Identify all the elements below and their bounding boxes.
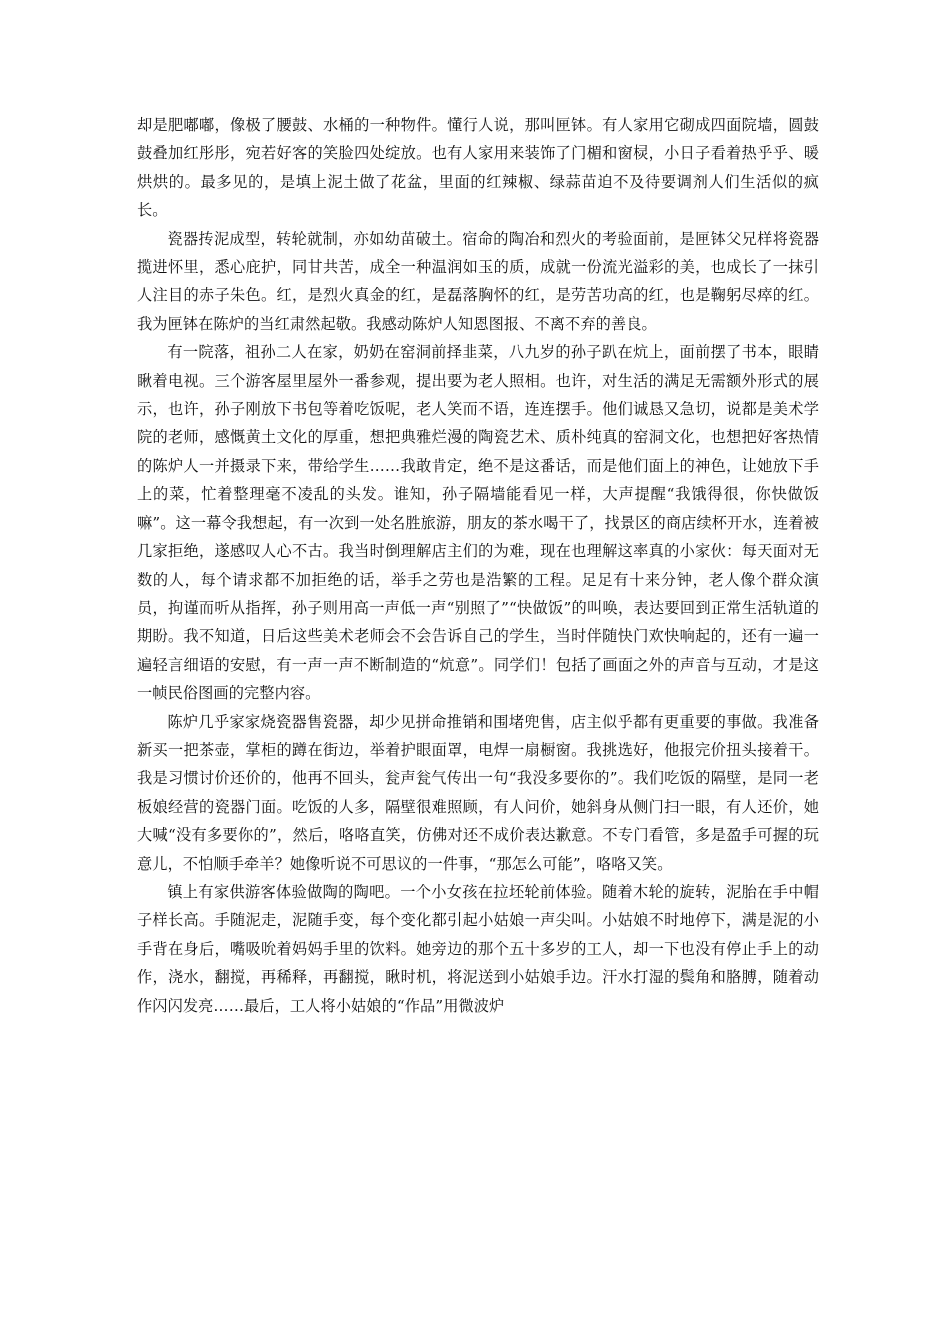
- paragraph-3: 有一院落，祖孙二人在家，奶奶在窑洞前择韭菜，八九岁的孙子趴在炕上，面前摆了书本，眼睛瞅着电视。三个游客屋里屋外一番参观，提出要为老人照相。也许，对生活的满足无需额外形式的展示，也许，孙子刚放下书包等着吃饭呢，老人笑而不语，连连摆手。他们诚恳又急切，说都是美术学院的老师，感慨黄土文化的厚重，想把典雅烂漫的陶瓷艺术、质朴纯真的窑洞文化，也想把好客热情的陈炉人一并摄录下来，带给学生……我敢肯定，绝不是这番话，而是他们面上的神色，让她放下手上的菜，忙着整理毫不凌乱的头发。谁知，孙子隔墙能看见一样，大声提醒“我饿得很，你快做饭嘛”。这一幕令我想起，有一次到一处名胜旅游，朋友的茶水喝干了，找景区的商店续杯开水，连着被几家拒绝，遂感叹人心不古。我当时倒理解店主们的为难，现在也理解这率真的小家伙：每天面对无数的人，每个请求都不加拒绝的话，举手之劳也是浩繁的工程。足足有十来分钟，老人像个群众演员，拘谨而听从指挥，孙子则用高一声低一声“别照了”“快做饭”的叫唤，表达要回到正常生活轨道的期盼。我不知道，日后这些美术老师会不会告诉自己的学生，当时伴随快门欢快响起的，还有一遍一遍轻言细语的安慰，有一声一声不断制造的“炕意”。同学们！包括了画面之外的声音与互动，才是这一帧民俗图画的完整内容。: [137, 343, 819, 703]
- document-page: [137, 111, 819, 1020]
- paragraph-2: 瓷器抟泥成型，转轮就制，亦如幼苗破土。宿命的陶冶和烈火的考验面前，是匣钵父兄样将瓷器揽进怀里，悉心庇护，同甘共苦，成全一种温润如玉的质，成就一份流光溢彩的美，也成长了一抹引人注目的赤子朱色。红，是烈火真金的红，是磊落胸怀的红，是劳苦功高的红，也是鞠躬尽瘁的红。我为匣钵在陈炉的当红肃然起敬。我感动陈炉人知恩图报、不离不弃的善良。: [137, 229, 819, 333]
- paragraph-4: 陈炉几乎家家烧瓷器售瓷器，却少见拼命推销和围堵兜售，店主似乎都有更重要的事做。我准备新买一把茶壶，掌柜的蹲在街边，举着护眼面罩，电焊一扇橱窗。我挑选好，他报完价扭头接着干。我是习惯讨价还价的，他再不回头，瓮声瓮气传出一句“我没多要你的”。我们吃饭的隔壁，是同一老板娘经营的瓷器门面。吃饭的人多，隔壁很难照顾，有人问价，她斜身从侧门扫一眼，有人还价，她大喊“没有多要你的”，然后，咯咯直笑，仿佛对还不成价表达歉意。不专门看管，多是盈手可握的玩意儿，不怕顺手牵羊？她像听说不可思议的一件事，“那怎么可能”，咯咯又笑。: [137, 712, 819, 873]
- paragraph-5: 镇上有家供游客体验做陶的陶吧。一个小女孩在拉坯轮前体验。随着木轮的旋转，泥胎在手中帽子样长高。手随泥走，泥随手变，每个变化都引起小姑娘一声尖叫。小姑娘不时地停下，满是泥的小手背在身后，嘴吸吮着妈妈手里的饮料。她旁边的那个五十多岁的工人，却一下也没有停止手上的动作，浇水，翻搅，再稀释，再翻搅，瞅时机，将泥送到小姑娘手边。汗水打湿的鬓角和胳膊，随着动作闪闪发亮……最后，工人将小姑娘的“作品”用微波炉: [137, 882, 819, 1015]
- paragraph-1: 却是肥嘟嘟，像极了腰鼓、水桶的一种物件。懂行人说，那叫匣钵。有人家用它砌成四面院墙，圆鼓鼓叠加红彤彤，宛若好客的笑脸四处绽放。也有人家用来装饰了门楣和窗棂，小日子看着热乎乎、暖烘烘的。最多见的，是填上泥土做了花盆，里面的红辣椒、绿蒜苗迫不及待要调剂人们生活似的疯长。: [137, 116, 819, 220]
